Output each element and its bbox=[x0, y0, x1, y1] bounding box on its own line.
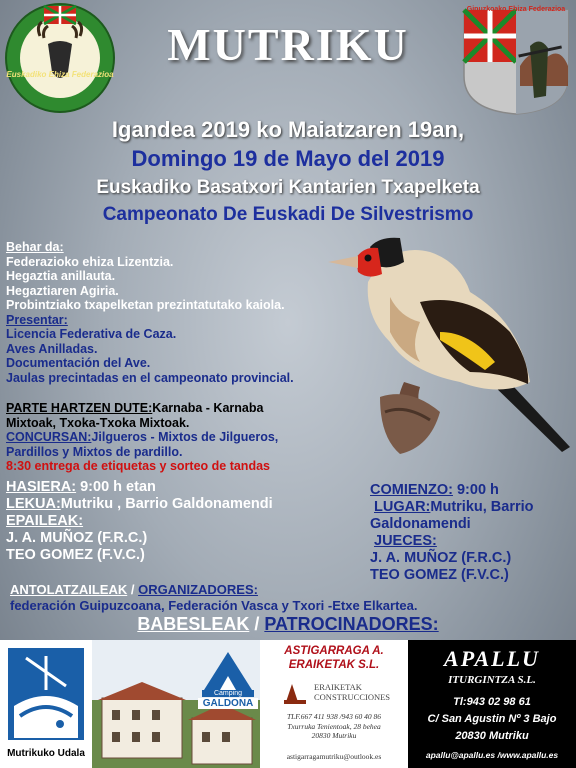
requirement-es-3: Documentación del Ave. bbox=[6, 356, 151, 370]
judge-eu-1: J. A. MUÑOZ (F.R.C.) bbox=[6, 530, 148, 546]
gipuzkoa-federation-logo bbox=[460, 6, 572, 116]
start-es-value: 9:00 h bbox=[452, 482, 499, 498]
schedule-eu bbox=[6, 479, 366, 564]
place-eu-label: LEKUA: bbox=[6, 496, 61, 512]
requirement-eu-1: Federazioko ehiza Lizentzia. bbox=[6, 254, 174, 269]
requirements-block bbox=[6, 240, 366, 385]
participants-es-text-1: Jilgueros - Mixtos de Jilgueros, bbox=[91, 430, 279, 444]
astigarraga-address-2: 20830 Mutriku bbox=[311, 731, 357, 740]
place-eu-value: Mutriku , Barrio Galdonamendi bbox=[60, 496, 273, 512]
sponsors-heading-es: PATROCINADORES: bbox=[264, 614, 439, 634]
sponsors-heading-sep: / bbox=[249, 614, 265, 634]
sponsor-apallu bbox=[408, 640, 576, 768]
participants-es-label: CONCURSAN: bbox=[6, 430, 92, 444]
participants-eu-text-2: Mixtoak, Txoka-Txoka Mixtoak. bbox=[6, 415, 190, 430]
requirements-eu-heading: Behar da: bbox=[6, 240, 64, 254]
apallu-name: APALLU bbox=[444, 646, 540, 671]
requirement-es-4: Jaulas precintadas en el campeonato provincial. bbox=[6, 370, 294, 385]
requirement-eu-3: Hegaztiaren Agiria. bbox=[6, 283, 119, 298]
judge-es-2: TEO GOMEZ (F.V.C.) bbox=[370, 567, 509, 583]
astigarraga-brand bbox=[314, 682, 404, 702]
organizers-block bbox=[10, 582, 570, 614]
requirement-es-1: Licencia Federativa de Caza. bbox=[6, 327, 177, 341]
left-logo-text: Euskadiko Ehiza Federazioa bbox=[6, 70, 114, 79]
date-es: Domingo 19 de Mayo del 2019 bbox=[131, 146, 445, 171]
udala-text: Mutrikuko Udala bbox=[7, 748, 85, 759]
event-name-eu: Euskadiko Basatxori Kantarien Txapelketa bbox=[96, 177, 480, 198]
notice-text: 8:30 entrega de etiquetas y sorteo de tandas bbox=[6, 459, 270, 473]
astigarraga-brand-2: CONSTRUCCIONES bbox=[314, 692, 391, 702]
sponsor-camping bbox=[92, 640, 260, 768]
apallu-address-2: 20830 Mutriku bbox=[455, 730, 529, 742]
start-eu-label: HASIERA: bbox=[6, 479, 77, 495]
page-title: MUTRIKU bbox=[167, 19, 409, 70]
judges-eu-label: EPAILEAK: bbox=[6, 513, 84, 529]
astigarraga-title-2: ERAIKETAK S.L. bbox=[288, 659, 380, 671]
place-es-label: LUGAR: bbox=[374, 499, 431, 515]
organizers-text: federación Guipuzcoana, Federación Vasca y Txori -Etxe Elkartea. bbox=[10, 598, 418, 613]
organizers-label-es: ORGANIZADORES: bbox=[138, 582, 258, 597]
requirement-eu-2: Hegaztia anillauta. bbox=[6, 269, 116, 283]
right-logo-text: Gipuzkoako Ehiza Federazioa bbox=[466, 6, 566, 13]
place-es-value-2: Galdonamendi bbox=[370, 516, 471, 532]
organizers-label-eu: ANTOLATZAILEAK bbox=[10, 582, 128, 597]
participants-block bbox=[6, 401, 346, 474]
organizers-sep: / bbox=[127, 582, 139, 597]
camping-sign: Camping bbox=[202, 690, 254, 697]
start-eu-value: 9:00 h etan bbox=[76, 479, 156, 495]
sponsors-heading bbox=[0, 614, 576, 635]
sponsors-heading-eu: BABESLEAK bbox=[137, 614, 250, 634]
sponsor-udala bbox=[0, 640, 92, 768]
astigarraga-email: astigarragamutriku@outlook.es bbox=[286, 752, 382, 761]
sponsor-astigarraga bbox=[260, 640, 408, 768]
requirements-es-heading: Presentar: bbox=[6, 312, 68, 327]
astigarraga-brand-1: ERAIKETAK bbox=[314, 682, 362, 692]
apallu-phone: Tl:943 02 98 61 bbox=[453, 696, 531, 708]
apallu-contact: apallu@apallu.es /www.apallu.es bbox=[425, 750, 559, 760]
event-name-es: Campeonato De Euskadi De Silvestrismo bbox=[102, 204, 474, 225]
start-es-label: COMIENZO: bbox=[370, 482, 453, 498]
place-es-value-1: Mutriku, Barrio bbox=[430, 499, 534, 515]
schedule-es bbox=[370, 482, 575, 584]
participants-eu-label: PARTE HARTZEN DUTE: bbox=[6, 401, 153, 415]
participants-es-text-2: Pardillos y Mixtos de pardillo. bbox=[6, 444, 183, 459]
judge-eu-2: TEO GOMEZ (F.V.C.) bbox=[6, 547, 145, 563]
astigarraga-address-1: Txurruka Tenientoak, 28 behea bbox=[287, 721, 381, 731]
requirement-es-2: Aves Anilladas. bbox=[6, 341, 98, 356]
participants-eu-text-1: Karnaba - Karnaba bbox=[152, 401, 264, 415]
apallu-address-1: C/ San Agustin Nº 3 Bajo bbox=[427, 713, 557, 725]
astigarraga-title-1: ASTIGARRAGA A. bbox=[284, 645, 384, 657]
udala-logo bbox=[6, 646, 86, 742]
date-eu: Igandea 2019 ko Maiatzaren 19an, bbox=[111, 117, 465, 142]
camping-name: GALDONA bbox=[198, 698, 258, 709]
judges-es-label: JUECES: bbox=[374, 533, 437, 549]
astigarraga-logo-icon bbox=[282, 680, 308, 706]
requirement-eu-4: Probintziako txapelketan prezintatutako kaiola. bbox=[6, 298, 285, 312]
astigarraga-phone: TLF.667 411 938 /943 60 40 86 bbox=[286, 712, 382, 721]
apallu-subtitle: ITURGINTZA S.L. bbox=[448, 674, 536, 686]
judge-es-1: J. A. MUÑOZ (F.R.C.) bbox=[370, 550, 512, 566]
